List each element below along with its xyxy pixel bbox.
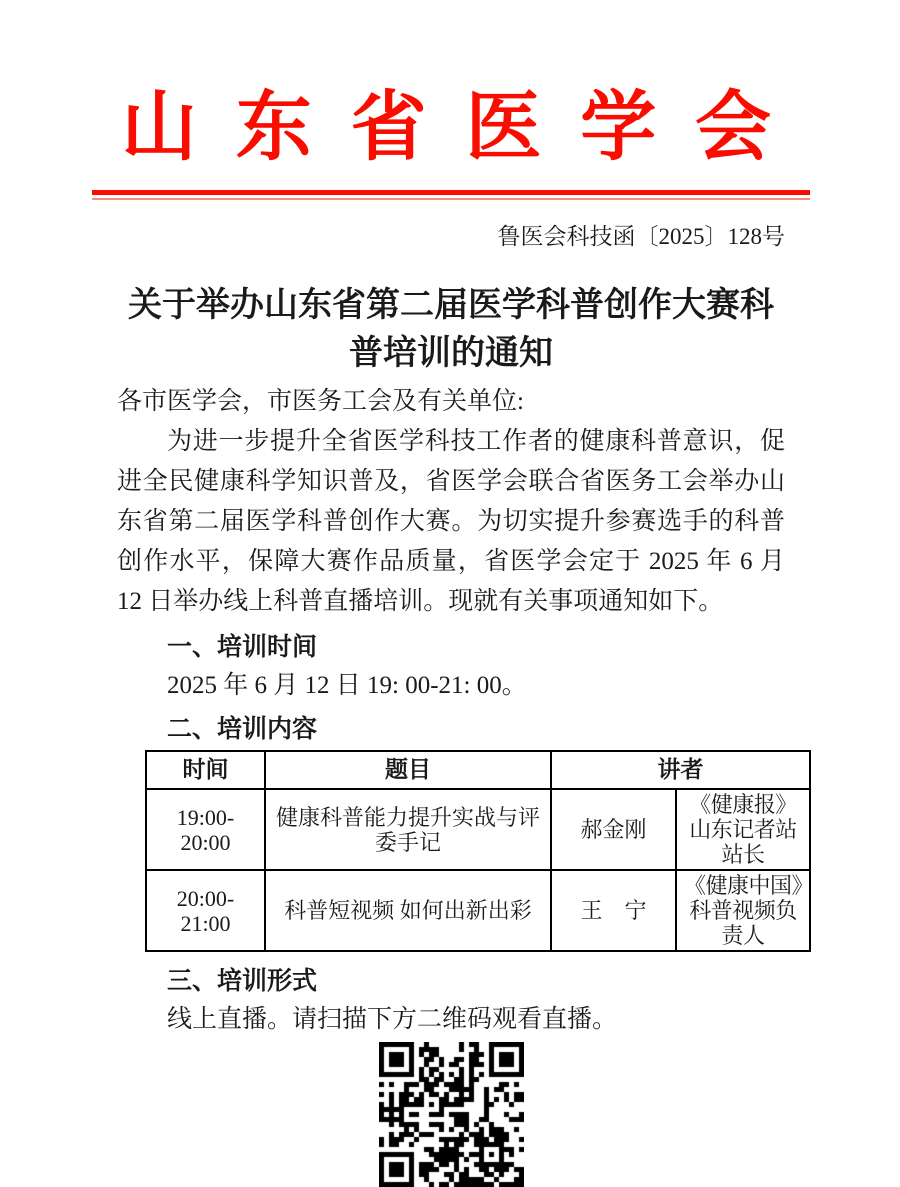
red-divider-thick-line: [92, 190, 810, 195]
training-format-text: 线上直播。请扫描下方二维码观看直播。: [167, 1006, 618, 1033]
document-number: 鲁医会科技函〔2025〕128号: [497, 224, 785, 249]
table-header-row: [146, 751, 810, 789]
section-heading-training-time: 一、培训时间: [167, 633, 318, 661]
session2-topic: 科普短视频 如何出新出彩: [265, 870, 551, 951]
live-stream-qr-code: [379, 1042, 524, 1187]
body-paragraph: 为进一步提升全省医学科技工作者的健康科普意识，促进全民健康科学知识普及，省医学会联合省医务工会举办山东省第二届医学科普创作大赛。为切实提升参赛选手的科普创作水平，保障大赛作品质量，省医学会定于 2025 年 6 月 12 日举办线上科普直播培训。现就有关事项通知如下。: [117, 428, 785, 615]
column-header-speaker: 讲者: [551, 751, 810, 789]
red-divider: [92, 190, 810, 200]
org-letterhead-title: 山 东 省 医 学 会: [121, 86, 781, 170]
column-header-time: 时间: [146, 751, 265, 789]
qr-code-container: [117, 1042, 785, 1187]
training-time-text: 2025 年 6 月 12 日 19: 00-21: 00。: [167, 672, 527, 699]
session1-topic: 健康科普能力提升实战与评委手记: [265, 789, 551, 870]
session1-affiliation: 《健康报》山东记者站站长: [676, 789, 810, 870]
table-row: [146, 789, 810, 870]
session1-speaker: 郝金刚: [551, 789, 676, 870]
notice-title-line1: 关于举办山东省第二届医学科普创作大赛科: [128, 287, 774, 324]
red-divider-thin-line: [92, 198, 810, 200]
session2-affiliation: 《健康中国》科普视频负责人: [676, 870, 810, 951]
notice-title-line2: 普培训的通知: [349, 335, 553, 372]
session2-time: 20:00-21:00: [146, 870, 265, 951]
column-header-topic: 题目: [265, 751, 551, 789]
training-schedule-table: [145, 750, 811, 952]
session2-speaker: 王 宁: [551, 870, 676, 951]
table-row: [146, 870, 810, 951]
section-heading-training-content: 二、培训内容: [167, 715, 318, 743]
section-heading-training-format: 三、培训形式: [167, 967, 318, 995]
session1-time: 19:00-20:00: [146, 789, 265, 870]
notice-title: [117, 282, 785, 378]
salutation-line: 各市医学会，市医务工会及有关单位:: [117, 388, 524, 415]
